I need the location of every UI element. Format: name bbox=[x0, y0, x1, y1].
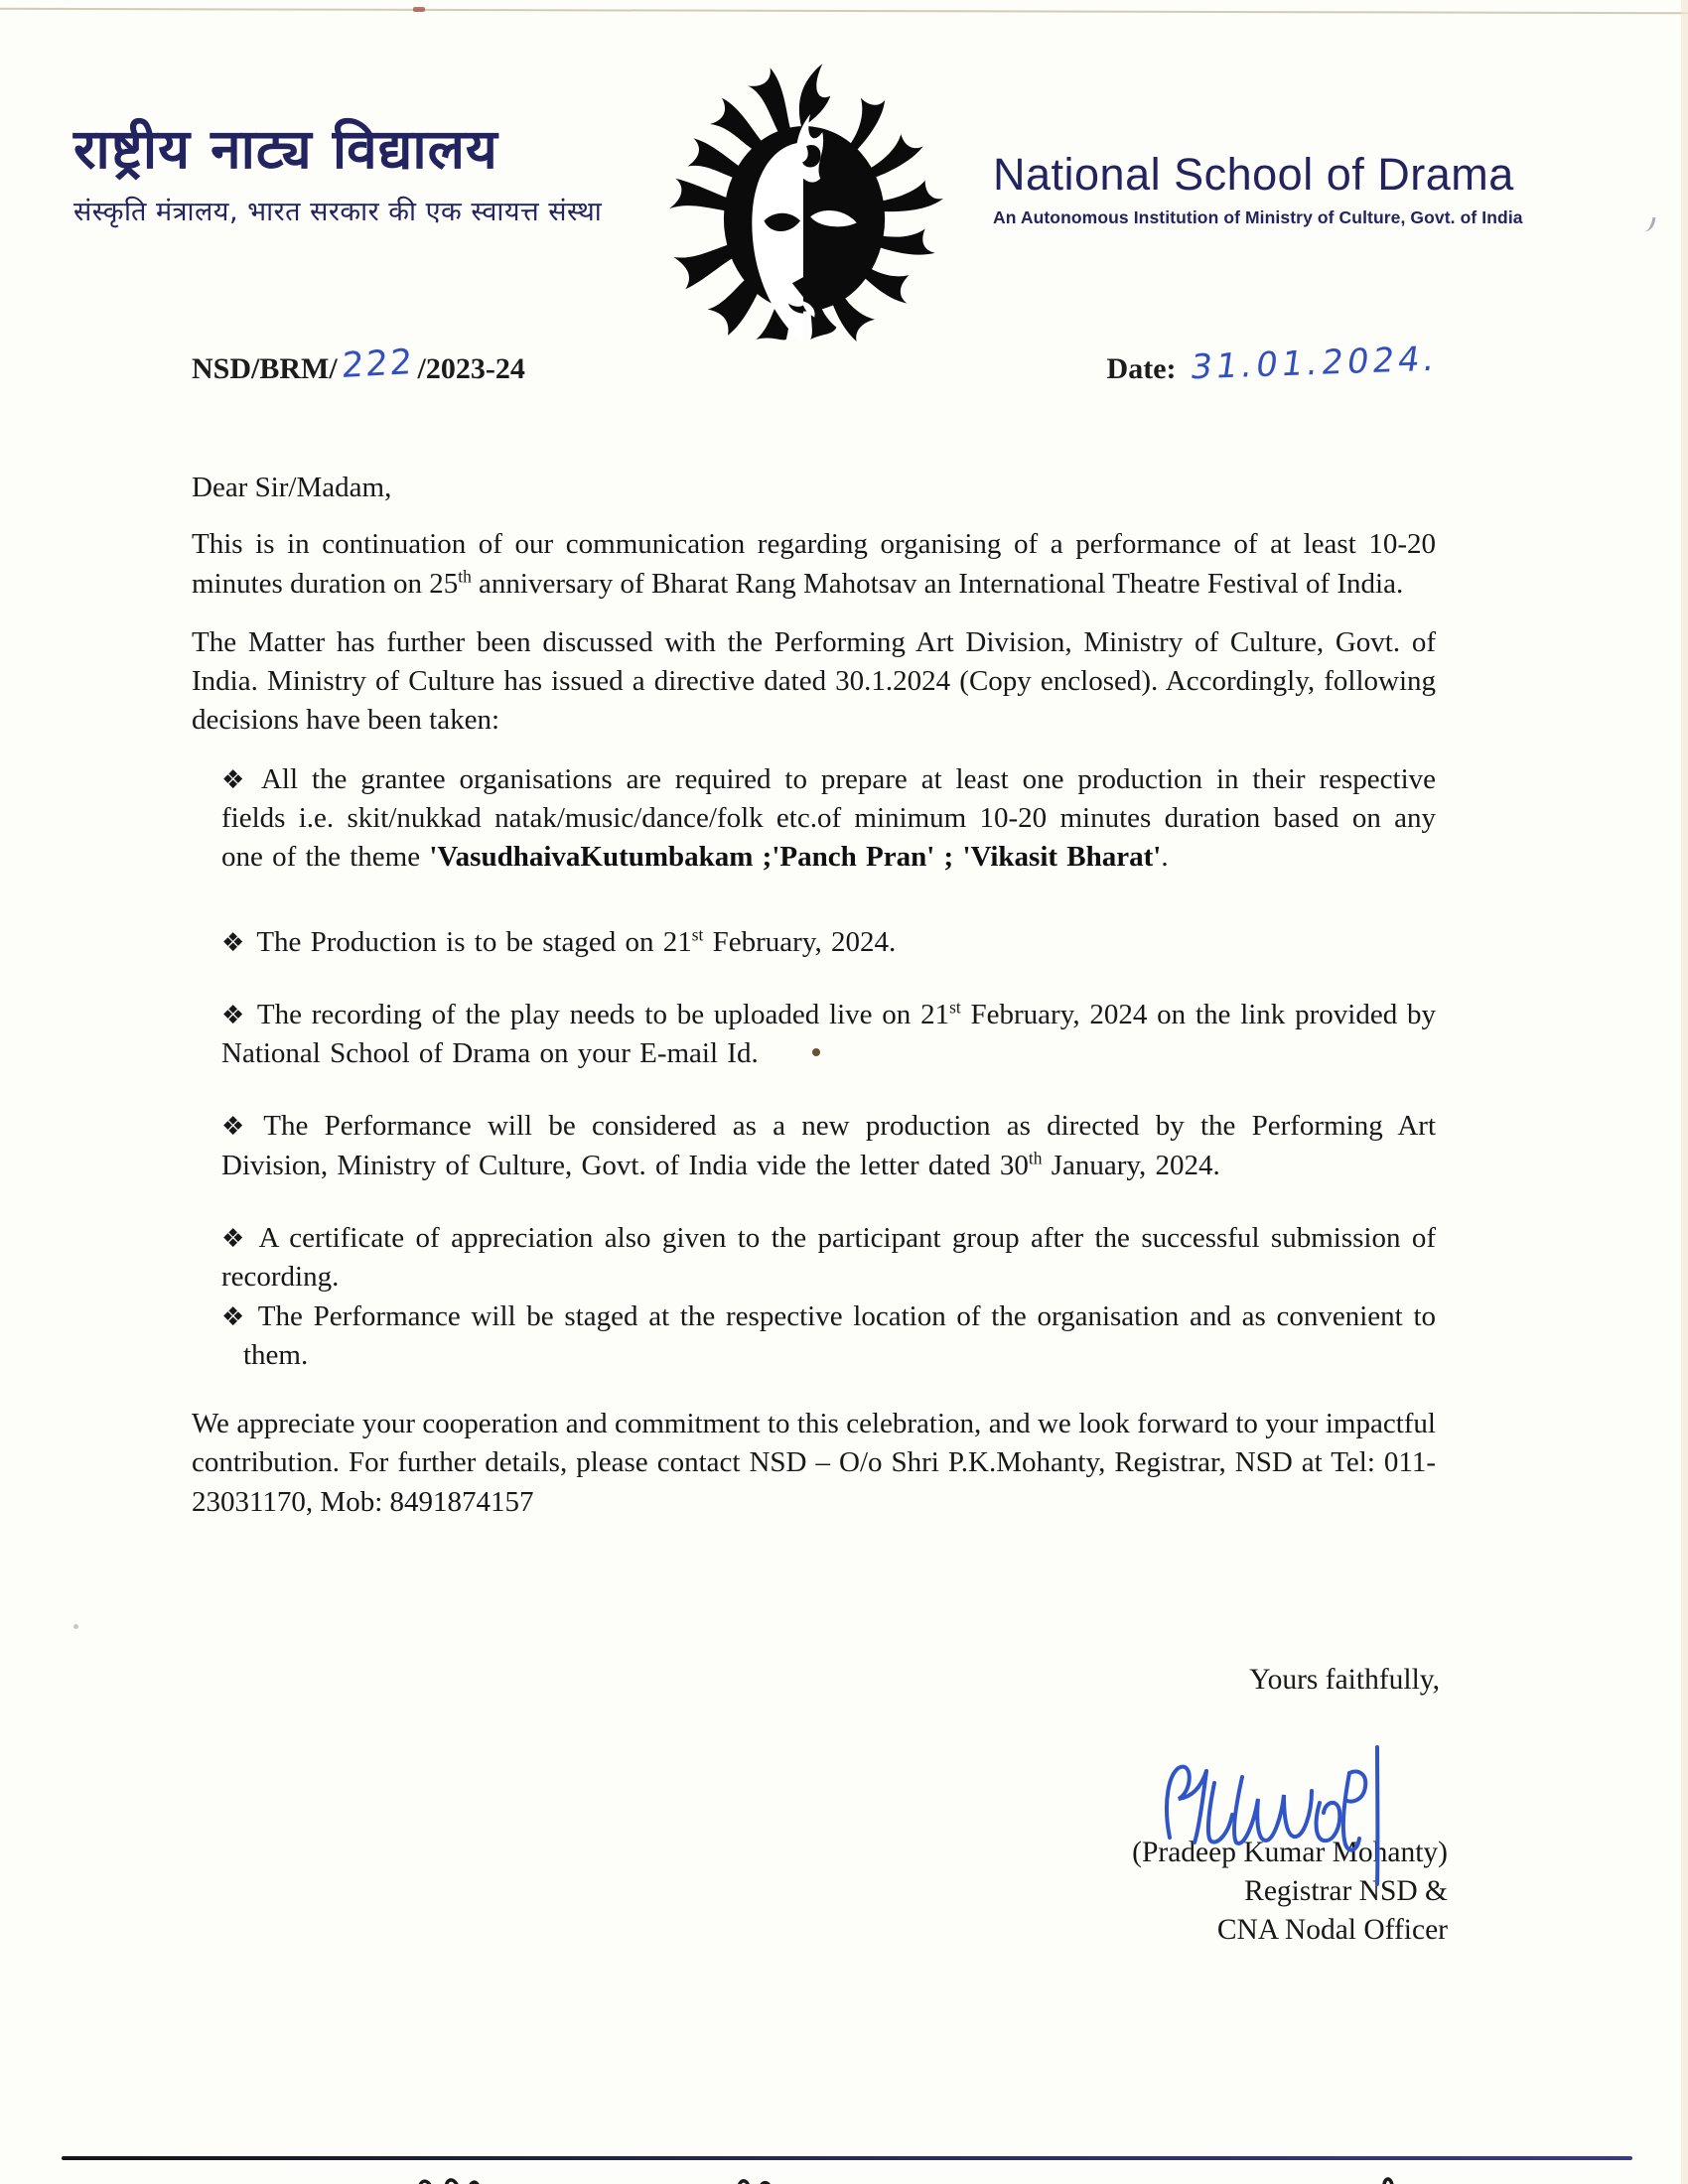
ordinal-superscript: st bbox=[949, 997, 961, 1018]
hindi-subtitle: संस्कृति मंत्रालय, भारत सरकार की एक स्वायत्त संस्था bbox=[73, 196, 603, 227]
letter-body bbox=[192, 469, 1436, 1522]
date-handwritten: 31.01.2024. bbox=[1187, 339, 1441, 388]
list-item-text: The recording of the play needs to be uploaded live on 21 bbox=[256, 998, 950, 1030]
date-line bbox=[1106, 339, 1441, 388]
list-item-text: February, 2024. bbox=[703, 925, 897, 958]
list-item bbox=[221, 996, 1436, 1074]
english-title: National School of Drama bbox=[993, 149, 1514, 200]
closing-paragraph: We appreciate your cooperation and commitment to this celebration, and we look forward to your impactful contribution. For further details, please contact NSD – O/o Shri P.K.Mohanty, Registrar, NSD at Tel: 011-23031170, Mob: 8491874157 bbox=[192, 1408, 1436, 1518]
salutation: Dear Sir/Madam, bbox=[192, 472, 392, 503]
diamond-bullet-icon: ❖ bbox=[221, 1112, 252, 1143]
reference-number bbox=[192, 342, 525, 387]
signature-ink bbox=[1150, 1743, 1418, 1892]
diamond-bullet-icon: ❖ bbox=[221, 1301, 246, 1332]
list-item-text: February, 2024 on the link provided by National School of Drama on your E-mail Id. bbox=[221, 998, 1436, 1070]
paragraph-matter: The Matter has further been discussed with the Performing Art Division, Ministry of Culture, Govt. of India. Ministry of Culture has issued a directive dated 30.1.2024 (Copy enclosed). Accordingly, following decisions have been taken: bbox=[192, 625, 1436, 737]
clipped-footer-glyphs bbox=[0, 2170, 1688, 2184]
paragraph-intro bbox=[192, 525, 1436, 604]
hindi-title: राष्ट्रीय नाट्य विद्यालय bbox=[73, 117, 498, 181]
list-item bbox=[221, 1107, 1436, 1185]
ordinal-superscript: th bbox=[458, 565, 472, 586]
list-item-text: . bbox=[1161, 841, 1169, 874]
signature-block bbox=[958, 1664, 1448, 1950]
ordinal-superscript: th bbox=[1028, 1148, 1043, 1167]
footer-divider bbox=[62, 2156, 1632, 2160]
diamond-bullet-icon: ❖ bbox=[221, 1000, 245, 1030]
diamond-bullet-icon: ❖ bbox=[221, 927, 245, 958]
nsd-mask-logo-icon bbox=[647, 50, 957, 341]
list-item bbox=[221, 760, 1436, 878]
list-item-text: January, 2024. bbox=[1042, 1149, 1220, 1181]
reference-line bbox=[192, 339, 1441, 388]
ordinal-superscript: st bbox=[691, 923, 704, 944]
paragraph-text: This is in continuation of our communication regarding organising of a performance of at least 10-20 minutes duration on 25 bbox=[192, 528, 1436, 600]
list-item bbox=[221, 1219, 1436, 1297]
theme-names-bold: 'VasudhaivaKutumbakam ;'Panch Pran' ; bbox=[429, 841, 963, 874]
decision-list bbox=[192, 760, 1436, 1375]
scan-edge-shade bbox=[1681, 0, 1688, 2184]
scan-speck bbox=[73, 1624, 78, 1629]
reference-prefix: NSD/BRM/ bbox=[192, 352, 338, 385]
reference-number-handwritten: 222 bbox=[340, 342, 415, 386]
signatory-title: CNA Nodal Officer bbox=[1216, 1913, 1448, 1946]
date-label: Date: bbox=[1106, 352, 1177, 385]
theme-names-bold: 'Vikasit Bharat' bbox=[962, 841, 1162, 874]
reference-suffix: /2023-24 bbox=[417, 352, 525, 385]
list-item-text: The Performance will be staged at the respective location of the organisation and as convenient to them. bbox=[243, 1299, 1437, 1371]
header-english-block bbox=[993, 149, 1589, 228]
english-subtitle: An Autonomous Institution of Ministry of Culture, Govt. of India bbox=[993, 207, 1523, 227]
valediction: Yours faithfully, bbox=[1249, 1664, 1440, 1696]
diamond-bullet-icon: ❖ bbox=[221, 764, 249, 795]
list-item-text: The Performance will be considered as a new production as directed by the Performing Art Division, Ministry of Culture, Govt. of India vide the letter dated 30 bbox=[221, 1110, 1436, 1181]
scan-artifact-top-line bbox=[0, 8, 1688, 14]
diamond-bullet-icon: ❖ bbox=[221, 1223, 247, 1254]
paragraph-text: anniversary of Bharat Rang Mahotsav an International Theatre Festival of India. bbox=[471, 567, 1404, 600]
list-item bbox=[221, 1297, 1436, 1376]
list-item-text: A certificate of appreciation also given to the participant group after the successful submission of recording. bbox=[221, 1221, 1437, 1294]
signatory-title: Registrar NSD & bbox=[1244, 1874, 1448, 1907]
scan-mark bbox=[1641, 215, 1655, 233]
list-item-text: All the grantee organisations are required to prepare at least one production in their respective fields i.e. skit/nukkad natak/music/dance/folk etc.of minimum 10-20 minutes duration based on any one of the theme bbox=[221, 762, 1437, 874]
list-item bbox=[221, 923, 1436, 962]
signatory-name: (Pradeep Kumar Mohanty) bbox=[1132, 1837, 1448, 1868]
scan-speck bbox=[413, 7, 425, 12]
list-item-text: The Production is to be staged on 21 bbox=[256, 925, 692, 958]
header-hindi-block bbox=[73, 119, 669, 228]
